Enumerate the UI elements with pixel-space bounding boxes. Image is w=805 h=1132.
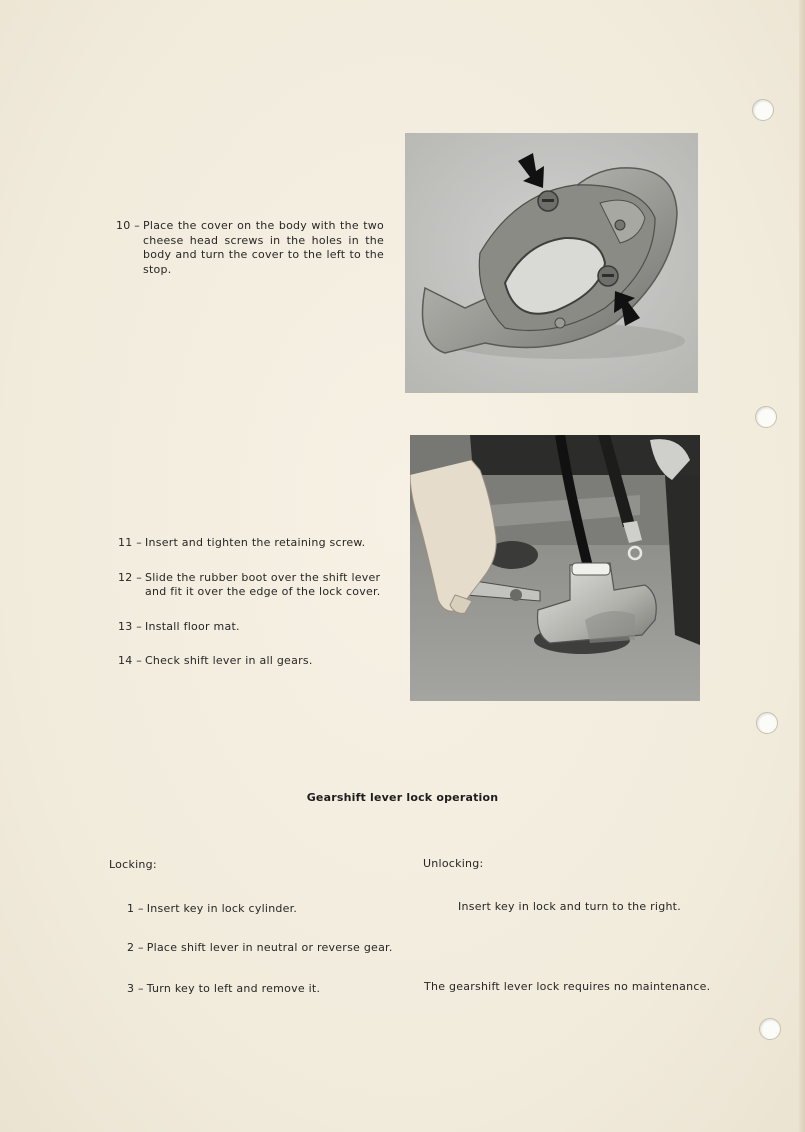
step-item <box>118 654 388 669</box>
step-item <box>118 536 388 551</box>
step-text: Place shift lever in neutral or reverse gear. <box>146 941 393 954</box>
photo-shift-lever-install <box>410 435 700 701</box>
step-number: 10 – <box>116 219 140 232</box>
step-item <box>127 941 397 956</box>
step-item <box>127 902 397 917</box>
step-number: 12 – <box>118 570 142 584</box>
step-item <box>116 219 384 277</box>
unlocking-text: Insert key in lock and turn to the right. <box>458 900 681 913</box>
step-text: Check shift lever in all gears. <box>145 654 313 667</box>
punch-hole <box>756 712 778 734</box>
punch-hole <box>752 99 774 121</box>
step-text: Turn key to left and remove it. <box>146 982 321 995</box>
unlocking-label: Unlocking: <box>423 857 484 870</box>
step-number: 11 – <box>118 536 142 549</box>
lock-cover-illustration <box>405 133 698 393</box>
step-item <box>118 571 388 600</box>
punch-hole <box>759 1018 781 1040</box>
page-edge-shadow <box>799 0 805 1132</box>
locking-step <box>127 902 397 917</box>
steps-11-14-block <box>118 536 388 669</box>
step-text: Place the cover on the body with the two cheese head screws in the holes in the body and turn the cover to the left to the stop. <box>143 219 384 276</box>
step-text: Insert key in lock cylinder. <box>146 902 298 915</box>
locking-label: Locking: <box>109 858 157 871</box>
step-number: 1 – <box>127 902 144 915</box>
step-item <box>118 620 388 635</box>
step-10-block <box>116 219 384 277</box>
step-text: Insert and tighten the retaining screw. <box>145 536 366 549</box>
step-number: 3 – <box>127 982 144 995</box>
step-number: 13 – <box>118 619 142 633</box>
step-text: Slide the rubber boot over the shift lever and fit it over the edge of the lock cover. <box>145 570 381 598</box>
photo-lock-cover <box>405 133 698 393</box>
punch-hole <box>755 406 777 428</box>
step-number: 14 – <box>118 654 142 667</box>
locking-step <box>127 941 397 956</box>
maintenance-note: The gearshift lever lock requires no maintenance. <box>424 980 711 993</box>
locking-step <box>127 982 397 997</box>
step-number: 2 – <box>127 941 144 954</box>
shift-lever-illustration <box>410 435 700 701</box>
step-text: Install floor mat. <box>145 619 240 633</box>
section-title: Gearshift lever lock operation <box>306 791 499 804</box>
step-item <box>127 982 397 997</box>
